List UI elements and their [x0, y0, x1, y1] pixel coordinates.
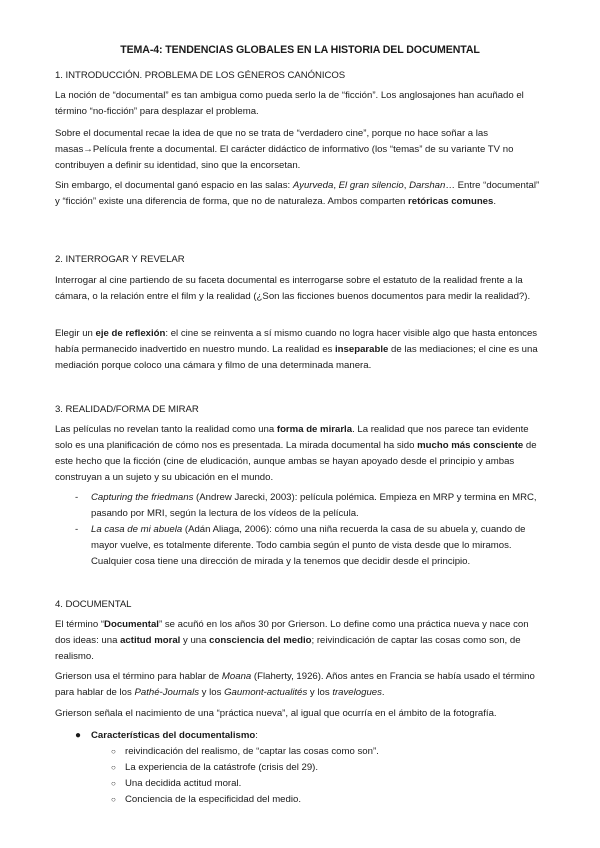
list-item: ○ reivindicación del realismo, de “captar las cosas como son”. — [91, 744, 543, 760]
list-item: ○ Conciencia de la especificidad del medio. — [91, 792, 543, 808]
section-2-paragraph-2: Elegir un eje de reflexión: el cine se reinventa a sí mismo cuando no logra hacer visible algo que hasta entonces había permanecido inadvertido en nuestro mundo. La realidad es inseparable de las mediaciones; el cine es una mediación porque coloco una cámara y filmo de una determinada manera. — [55, 328, 538, 371]
section-4-paragraph-1: El término “Documental” se acuñó en los años 30 por Grierson. Lo define como una práctica nueva y nace con dos ideas: una actitud moral y una consciencia del medio; reivindicación de captar las cosas como son, de realismo. — [55, 619, 529, 662]
circle-bullet-icon: ○ — [111, 779, 116, 788]
characteristics-sublist — [91, 744, 543, 808]
section-3-paragraph-1: Las películas no revelan tanto la realidad como una forma de mirarla. La realidad que nos parece tan evidente solo es una planificación de cómo nos es presentada. La mirada documental ha sido mucho más consciente de este hecho que la ficción (cine de eludicación, aunque ambas se hayan apoyado desde el principio y ambas construyan a un sujeto y su ubicación en el mundo. — [55, 424, 537, 483]
section-3-film-list — [55, 490, 543, 570]
circle-bullet-icon: ○ — [111, 747, 116, 756]
page-title: TEMA-4: TENDENCIAS GLOBALES EN LA HISTORIA DEL DOCUMENTAL — [120, 44, 480, 56]
section-1-heading: 1. INTRODUCCIÓN. PROBLEMA DE LOS GÉNEROS CANÓNICOS — [55, 70, 346, 81]
list-item: ○ La experiencia de la catástrofe (crisis del 29). — [91, 760, 543, 776]
section-3-heading: 3. REALIDAD/FORMA DE MIRAR — [55, 404, 199, 415]
circle-bullet-icon: ○ — [111, 763, 116, 772]
list-item: ● Características del documentalismo: ○ reivindicación del realismo, de “captar las cosas como son”. ○ La experiencia de la catástrofe (crisis del 29). ○ Una decidida actitud moral. ○ Conciencia de la especificidad del medio. — [55, 728, 543, 808]
characteristics-list — [55, 728, 543, 808]
section-1-paragraph-3: Sin embargo, el documental ganó espacio en las salas: Ayurveda, El gran silencio, Darshan… Entre “documental” y “ficción” existe una diferencia de forma, que no de naturaleza. Ambos comparten retóricas comunes. — [55, 180, 540, 207]
section-2-paragraph-1: Interrogar al cine partiendo de su faceta documental es interrogarse sobre el estatuto de la realidad frente a la cámara, o la relación entre el film y la realidad (¿Son las ficciones buenos documentos para medir la realidad?). — [55, 275, 531, 302]
section-4-heading: 4. DOCUMENTAL — [55, 599, 132, 610]
section-4-paragraph-2: Grierson usa el término para hablar de Moana (Flaherty, 1926). Años antes en Francia se había usado el término para hablar de los Pathé-Journals y los Gaumont-actualités y los travelogues. — [55, 671, 535, 698]
list-item: - La casa de mi abuela (Adán Aliaga, 2006): cómo una niña recuerda la casa de su abuela y, cuando de mayor vuelve, es totalmente diferente. Todo cambia según el punto de vista desde que lo miramos. Cualquier cosa tiene una dirección de mirada y la tenemos que decidir desde el principio. — [75, 524, 526, 567]
section-1-paragraph-1: La noción de “documental” es tan ambigua como pueda serlo la de “ficción”. Los anglosajones han acuñado el término “no-ficción” para desplazar el problema. — [55, 90, 524, 117]
list-item: - Capturing the friedmans (Andrew Jarecki, 2003): película polémica. Empieza en MRP y termina en MRC, pasando por MRI, según la lectura de los vídeos de la película. — [75, 492, 537, 519]
list-item: ○ Una decidida actitud moral. — [91, 776, 543, 792]
section-1-paragraph-2: Sobre el documental recae la idea de que no se trata de “verdadero cine”, porque no hace soñar a las masas→Película frente a documental. El carácter didáctico de informativo (los “temas” de su variante TV no contribuyen a definir su identidad, sino que la encorsetan. — [55, 128, 514, 171]
bullet-dot-icon: ● — [75, 730, 82, 741]
circle-bullet-icon: ○ — [111, 795, 116, 804]
section-2-heading: 2. INTERROGAR Y REVELAR — [55, 254, 185, 265]
section-4-paragraph-3: Grierson señala el nacimiento de una “práctica nueva”, al igual que ocurría en el ámbito de la fotografía. — [55, 708, 497, 719]
